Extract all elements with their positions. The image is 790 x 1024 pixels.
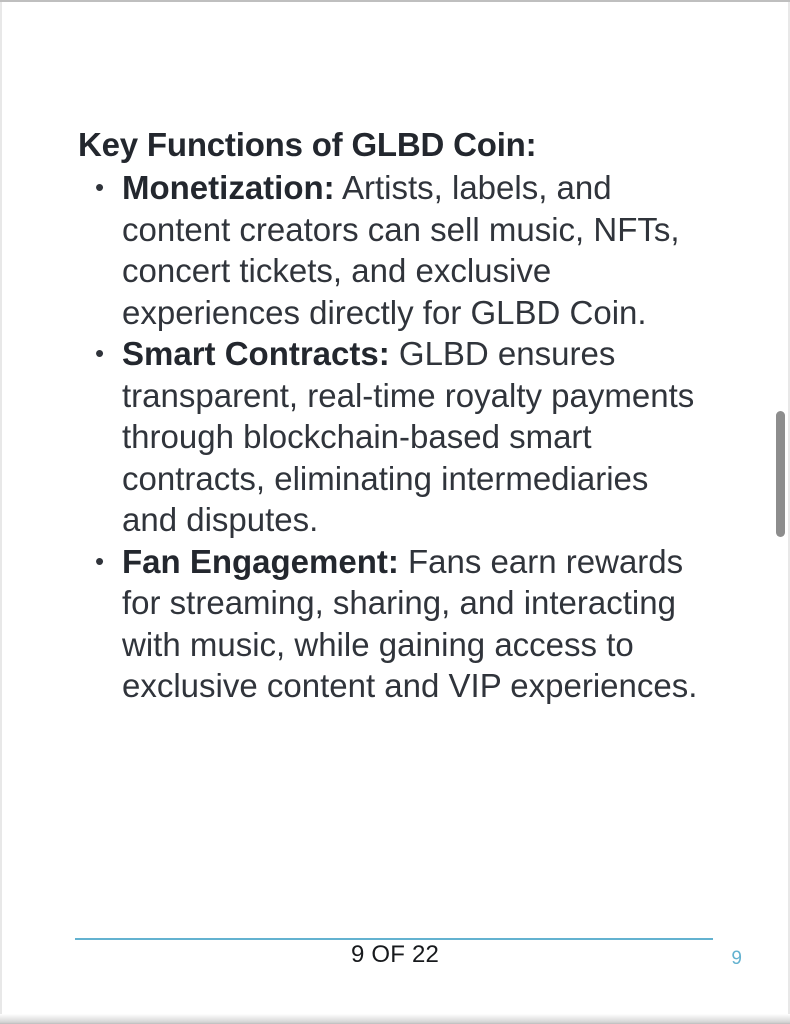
page-indicator: 9 OF 22 — [350, 941, 440, 968]
bullet-icon: • — [95, 172, 105, 202]
corner-page-number: 9 — [731, 948, 742, 969]
bullet-icon: • — [95, 545, 105, 576]
bullet-lead-text: Smart Contracts: — [122, 335, 390, 372]
bullet-body-text: GLBD ensures transparent, real-time royalty payments through blockchain-based smart contracts, eliminating intermediaries and disputes. — [122, 335, 695, 538]
page-bottom-edge — [0, 1014, 790, 1024]
bullet-list — [95, 167, 712, 707]
page-left-edge — [0, 2, 2, 1014]
bullet-item — [95, 333, 712, 541]
bullet-item — [95, 167, 712, 333]
page-top-edge — [0, 0, 790, 2]
bullet-lead-text: Monetization: — [122, 169, 335, 206]
bullet-item — [95, 541, 712, 707]
bullet-body-text: Artists, labels, and content creators can sell music, NFTs, concert tickets, and exclusive experiences directly for GLBD Coin. — [122, 169, 680, 331]
page-title: Key Functions of GLBD Coin: — [78, 126, 537, 164]
bullet-lead-text: Fan Engagement: — [122, 542, 399, 580]
bullet-body-text: Fans earn rewards for streaming, sharing, and interacting with music, while gaining access to exclusive content and VIP experiences. — [122, 542, 698, 704]
scrollbar-thumb[interactable] — [776, 411, 785, 537]
footer-divider-line — [75, 938, 713, 940]
bullet-icon: • — [95, 338, 105, 368]
